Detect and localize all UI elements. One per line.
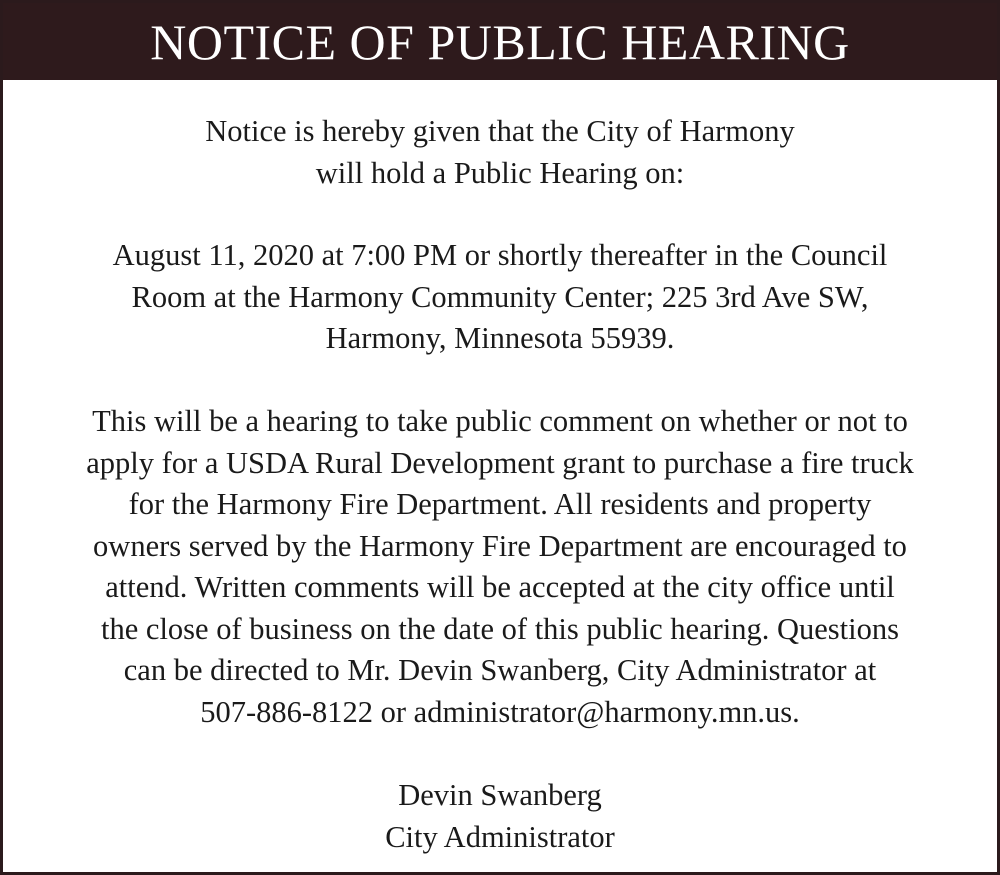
signature-block	[3, 775, 997, 858]
notice-title: NOTICE OF PUBLIC HEARING	[150, 13, 850, 70]
date-location-line: Harmony, Minnesota 55939.	[325, 321, 675, 355]
description-line: the close of business on the date of this public hearing. Questions	[101, 611, 899, 646]
description-line: attend. Written comments will be accepted at the city office until	[105, 570, 895, 604]
description-paragraph	[3, 401, 997, 733]
description-line: can be directed to Mr. Devin Swanberg, City Administrator at	[123, 653, 877, 687]
date-location-line: August 11, 2020 at 7:00 PM or shortly thereafter in the Council	[112, 238, 888, 272]
notice-banner	[3, 3, 997, 80]
description-line: This will be a hearing to take public comment on whether or not to	[92, 404, 908, 438]
description-line: 507-886-8122 or administrator@harmony.mn.us.	[200, 694, 800, 729]
signature-name: Devin Swanberg	[398, 778, 602, 812]
intro-line: Notice is hereby given that the City of Harmony	[205, 114, 795, 148]
description-line: owners served by the Harmony Fire Department are encouraged to	[93, 528, 907, 563]
signature-role: City Administrator	[385, 819, 615, 854]
description-line: for the Harmony Fire Department. All residents and property	[128, 487, 872, 521]
intro-paragraph	[3, 111, 997, 194]
intro-line: will hold a Public Hearing on:	[315, 155, 685, 190]
description-line: apply for a USDA Rural Development grant to purchase a fire truck	[86, 445, 914, 480]
date-location-line: Room at the Harmony Community Center; 225 3rd Ave SW,	[131, 279, 869, 314]
date-location-paragraph	[3, 235, 997, 360]
